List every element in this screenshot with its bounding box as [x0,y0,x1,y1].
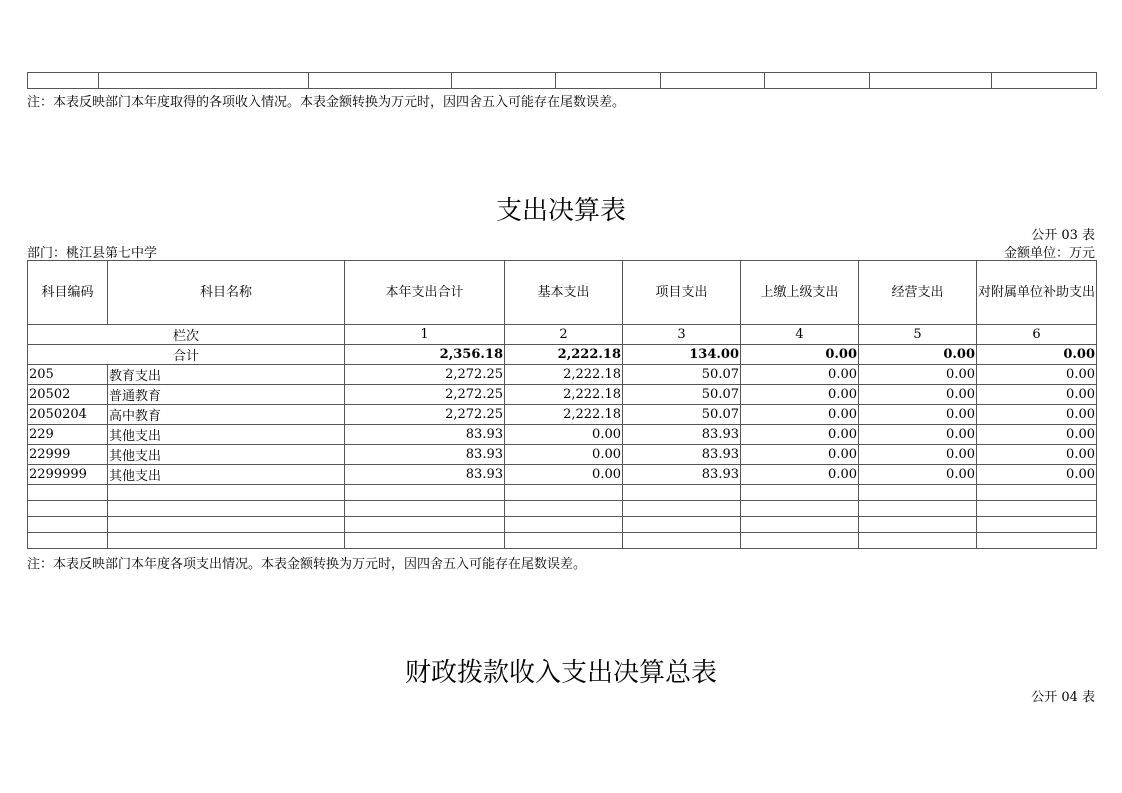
empty-cell [505,533,623,549]
value-cell: 0.00 [741,465,859,485]
value-cell: 83.93 [345,445,505,465]
column-label-cell: 栏次 [28,325,345,345]
empty-row [28,485,1097,501]
value-cell: 0.00 [741,445,859,465]
empty-row [28,501,1097,517]
header-cell: 项目支出 [623,261,741,325]
header-cell: 科目名称 [108,261,345,325]
value-cell: 50.07 [623,365,741,385]
empty-cell [859,517,977,533]
value-cell: 0.00 [859,445,977,465]
column-number-cell: 5 [859,325,977,345]
empty-cell [28,485,108,501]
empty-cell [108,501,345,517]
table-row [28,465,1097,485]
value-cell: 0.00 [859,405,977,425]
total-row [28,345,1097,365]
column-number-cell: 4 [741,325,859,345]
value-cell: 0.00 [859,385,977,405]
empty-cell [28,73,99,89]
name-cell: 其他支出 [108,425,345,445]
code-cell: 20502 [28,385,108,405]
empty-cell [345,485,505,501]
total-value-cell: 2,222.18 [505,345,623,365]
value-cell: 2,272.25 [345,385,505,405]
empty-cell [108,485,345,501]
department-label: 部门：桃江县第七中学 [27,246,158,261]
value-cell: 83.93 [345,465,505,485]
value-cell: 0.00 [505,445,623,465]
column-number-cell: 3 [623,325,741,345]
empty-cell [108,533,345,549]
empty-cell [765,73,870,89]
empty-cell [741,517,859,533]
value-cell: 0.00 [977,425,1097,445]
value-cell: 2,222.18 [505,385,623,405]
empty-cell [977,517,1097,533]
name-cell: 其他支出 [108,445,345,465]
column-number-cell: 1 [345,325,505,345]
empty-cell [623,533,741,549]
empty-cell [623,501,741,517]
empty-cell [556,73,661,89]
fiscal-table-title: 财政拨款收入支出决算总表 [404,658,717,688]
header-row [28,261,1097,325]
code-cell: 22999 [28,445,108,465]
table-row [28,365,1097,385]
empty-cell [345,501,505,517]
total-value-cell: 2,356.18 [345,345,505,365]
empty-cell [623,517,741,533]
value-cell: 0.00 [741,425,859,445]
value-cell: 0.00 [741,385,859,405]
value-cell: 50.07 [623,385,741,405]
value-cell: 0.00 [859,365,977,385]
empty-cell [992,73,1097,89]
table-row [28,385,1097,405]
value-cell: 0.00 [741,365,859,385]
empty-cell [661,73,765,89]
table-row [28,445,1097,465]
name-cell: 教育支出 [108,365,345,385]
income-table-note: 注：本表反映部门本年度取得的各项收入情况。本表金额转换为万元时，因四舍五入可能存在尾数误差。 [27,95,626,110]
total-value-cell: 134.00 [623,345,741,365]
empty-cell [345,517,505,533]
column-number-row [28,325,1097,345]
value-cell: 0.00 [977,365,1097,385]
total-value-cell: 0.00 [977,345,1097,365]
empty-cell [741,501,859,517]
header-cell: 基本支出 [505,261,623,325]
header-cell: 本年支出合计 [345,261,505,325]
code-cell: 2299999 [28,465,108,485]
empty-cell [741,533,859,549]
value-cell: 0.00 [859,465,977,485]
previous-table-fragment [27,72,1097,89]
value-cell: 83.93 [623,445,741,465]
fiscal-table-code: 公开 04 表 [1031,690,1095,705]
value-cell: 83.93 [623,425,741,445]
header-cell: 对附属单位补助支出 [977,261,1097,325]
empty-cell [108,517,345,533]
table-row [28,405,1097,425]
empty-cell [870,73,992,89]
empty-row [28,533,1097,549]
code-cell: 205 [28,365,108,385]
empty-cell [977,485,1097,501]
value-cell: 0.00 [977,445,1097,465]
expense-table-title: 支出决算表 [495,196,626,226]
value-cell: 83.93 [345,425,505,445]
expense-table-note: 注：本表反映部门本年度各项支出情况。本表金额转换为万元时，因四舍五入可能存在尾数误差。 [27,557,587,572]
empty-cell [452,73,556,89]
header-cell: 经营支出 [859,261,977,325]
empty-cell [859,501,977,517]
header-cell: 上缴上级支出 [741,261,859,325]
header-cell: 科目编码 [28,261,108,325]
empty-cell [977,533,1097,549]
expense-table-code: 公开 03 表 [1031,228,1095,243]
value-cell: 0.00 [859,425,977,445]
value-cell: 2,272.25 [345,405,505,425]
code-cell: 2050204 [28,405,108,425]
empty-cell [28,517,108,533]
name-cell: 高中教育 [108,405,345,425]
empty-cell [623,485,741,501]
name-cell: 普通教育 [108,385,345,405]
column-number-cell: 2 [505,325,623,345]
empty-row [28,517,1097,533]
empty-cell [28,533,108,549]
value-cell: 0.00 [505,425,623,445]
expense-table [27,260,1097,549]
code-cell: 229 [28,425,108,445]
empty-cell [741,485,859,501]
value-cell: 0.00 [977,465,1097,485]
total-value-cell: 0.00 [859,345,977,365]
value-cell: 2,272.25 [345,365,505,385]
empty-cell [309,73,452,89]
empty-cell [505,501,623,517]
value-cell: 2,222.18 [505,405,623,425]
total-label-cell: 合计 [28,345,345,365]
column-number-cell: 6 [977,325,1097,345]
value-cell: 0.00 [741,405,859,425]
empty-cell [99,73,309,89]
value-cell: 0.00 [505,465,623,485]
empty-cell [977,501,1097,517]
empty-cell [505,485,623,501]
empty-cell [859,485,977,501]
empty-cell [505,517,623,533]
name-cell: 其他支出 [108,465,345,485]
empty-cell [859,533,977,549]
amount-unit-label: 金额单位：万元 [1003,246,1095,261]
table-row [28,425,1097,445]
empty-cell [28,501,108,517]
total-value-cell: 0.00 [741,345,859,365]
value-cell: 0.00 [977,385,1097,405]
value-cell: 50.07 [623,405,741,425]
value-cell: 83.93 [623,465,741,485]
value-cell: 2,222.18 [505,365,623,385]
value-cell: 0.00 [977,405,1097,425]
empty-cell [345,533,505,549]
